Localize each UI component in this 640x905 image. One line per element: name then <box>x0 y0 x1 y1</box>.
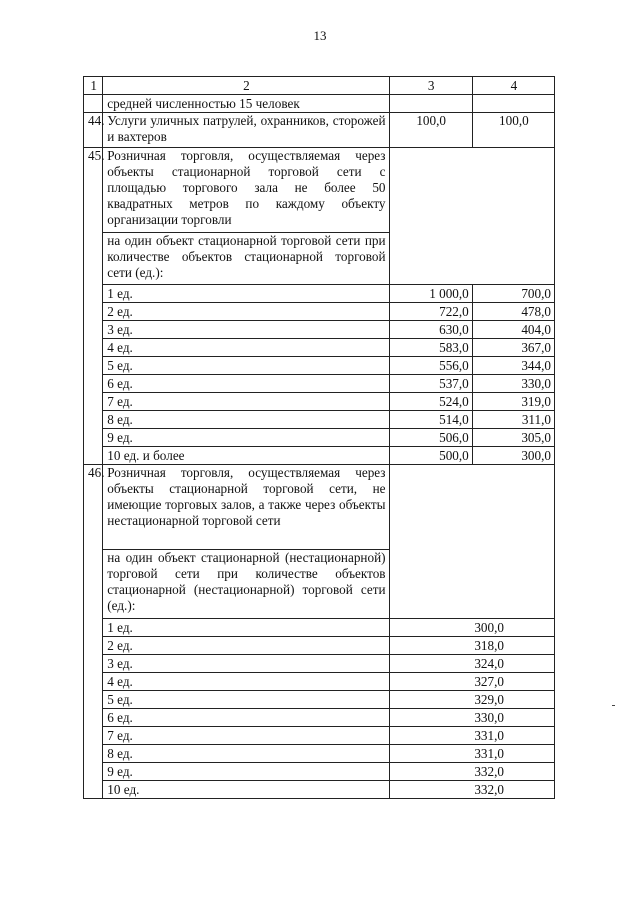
row-44-col4: 100,0 <box>472 113 554 148</box>
row-45-item <box>84 429 555 447</box>
row-46-item-label: 1 ед. <box>103 619 389 637</box>
row-46-item-label: 5 ед. <box>103 691 389 709</box>
row-46-item-value: 300,0 <box>389 619 554 637</box>
row-46-item-value: 332,0 <box>389 781 554 799</box>
continuation-text: средней численностью 15 человек <box>103 95 389 113</box>
row-46-item-value: 332,0 <box>389 763 554 781</box>
row-45-item-col3: 1 000,0 <box>389 285 472 303</box>
row-45-item-col3: 722,0 <box>389 303 472 321</box>
row-45-item-col3: 506,0 <box>389 429 472 447</box>
margin-mark <box>612 705 615 706</box>
continuation-col3 <box>389 95 472 113</box>
header-col-2: 2 <box>103 77 389 95</box>
row-45-item-col4: 305,0 <box>472 429 554 447</box>
row-46-item-label: 10 ед. <box>103 781 389 799</box>
row-46-item <box>84 655 555 673</box>
row-45-item <box>84 339 555 357</box>
row-45-item-col4: 300,0 <box>472 447 554 465</box>
row-46-item-value: 330,0 <box>389 709 554 727</box>
row-46-num: 46. <box>84 465 103 799</box>
row-45-item-col4: 319,0 <box>472 393 554 411</box>
row-46-item <box>84 727 555 745</box>
row-46-item-value: 318,0 <box>389 637 554 655</box>
row-45-item-label: 5 ед. <box>103 357 389 375</box>
header-row <box>84 77 555 95</box>
row-46-item <box>84 673 555 691</box>
row-46-item <box>84 637 555 655</box>
row-45-item-label: 9 ед. <box>103 429 389 447</box>
row-45-item-col4: 311,0 <box>472 411 554 429</box>
row-45-item-col4: 700,0 <box>472 285 554 303</box>
continuation-row <box>84 95 555 113</box>
row-46-item-label: 7 ед. <box>103 727 389 745</box>
row-46-item-value: 324,0 <box>389 655 554 673</box>
row-46-text: Розничная торговля, осуществляемая через объекты стационарной торговой сети, не имеющие торговых залов, а также через объекты нестационарной торговой сети <box>103 465 389 550</box>
row-46-item <box>84 709 555 727</box>
row-46-item-value: 327,0 <box>389 673 554 691</box>
row-45-item-label: 8 ед. <box>103 411 389 429</box>
row-44-text: Услуги уличных патрулей, охранников, сторожей и вахтеров <box>103 113 389 148</box>
row-45-item-col3: 537,0 <box>389 375 472 393</box>
row-45-subtext: на один объект стационарной торговой сети при количестве объектов стационарной торговой сети (ед.): <box>103 233 389 285</box>
row-45-item <box>84 393 555 411</box>
row-46-item-label: 4 ед. <box>103 673 389 691</box>
row-46-item-label: 9 ед. <box>103 763 389 781</box>
row-45-item <box>84 447 555 465</box>
row-45-item-col4: 330,0 <box>472 375 554 393</box>
header-col-1: 1 <box>84 77 103 95</box>
row-46-item-value: 331,0 <box>389 727 554 745</box>
row-45-item <box>84 321 555 339</box>
row-46-item-label: 2 ед. <box>103 637 389 655</box>
row-46-item-label: 8 ед. <box>103 745 389 763</box>
row-46-item <box>84 691 555 709</box>
row-46-blank <box>389 465 554 619</box>
row-45-item-col3: 630,0 <box>389 321 472 339</box>
row-45-blank <box>389 148 554 285</box>
row-45-item-col3: 556,0 <box>389 357 472 375</box>
row-45-item-col4: 478,0 <box>472 303 554 321</box>
row-46-item-label: 3 ед. <box>103 655 389 673</box>
row-44 <box>84 113 555 148</box>
row-45-item-label: 4 ед. <box>103 339 389 357</box>
row-46-item-value: 329,0 <box>389 691 554 709</box>
page-number: 13 <box>313 28 327 43</box>
row-45-num: 45. <box>84 148 103 465</box>
row-45-item-col4: 404,0 <box>472 321 554 339</box>
row-45-item <box>84 411 555 429</box>
continuation-num <box>84 95 103 113</box>
header-col-3: 3 <box>389 77 472 95</box>
row-45-item <box>84 375 555 393</box>
row-46-item-value: 331,0 <box>389 745 554 763</box>
continuation-col4 <box>472 95 554 113</box>
row-45-item-col3: 583,0 <box>389 339 472 357</box>
row-46 <box>84 465 555 550</box>
row-45-text: Розничная торговля, осуществляемая через объекты стационарной торговой сети с площадью торгового зала не более 50 квадратных метров по каждому объекту организации торговли <box>103 148 389 233</box>
row-45-item-label: 3 ед. <box>103 321 389 339</box>
row-45-item-label: 1 ед. <box>103 285 389 303</box>
row-45-item-col3: 524,0 <box>389 393 472 411</box>
row-45-item-col3: 500,0 <box>389 447 472 465</box>
row-46-item <box>84 745 555 763</box>
row-45 <box>84 148 555 233</box>
row-45-item-label: 6 ед. <box>103 375 389 393</box>
row-45-item <box>84 303 555 321</box>
row-46-item <box>84 781 555 799</box>
row-45-item-label: 10 ед. и более <box>103 447 389 465</box>
header-col-4: 4 <box>472 77 554 95</box>
row-45-item <box>84 357 555 375</box>
row-45-item <box>84 285 555 303</box>
row-46-subtext: на один объект стационарной (нестационарной) торговой сети при количестве объектов стационарной (нестационарной) торговой сети (ед.): <box>103 550 389 619</box>
row-45-item-label: 2 ед. <box>103 303 389 321</box>
row-44-num: 44. <box>84 113 103 148</box>
row-46-item <box>84 619 555 637</box>
row-45-item-col4: 367,0 <box>472 339 554 357</box>
row-46-item-label: 6 ед. <box>103 709 389 727</box>
row-46-item <box>84 763 555 781</box>
rates-table <box>83 76 555 799</box>
row-45-item-col4: 344,0 <box>472 357 554 375</box>
row-45-item-label: 7 ед. <box>103 393 389 411</box>
row-44-col3: 100,0 <box>389 113 472 148</box>
row-45-item-col3: 514,0 <box>389 411 472 429</box>
